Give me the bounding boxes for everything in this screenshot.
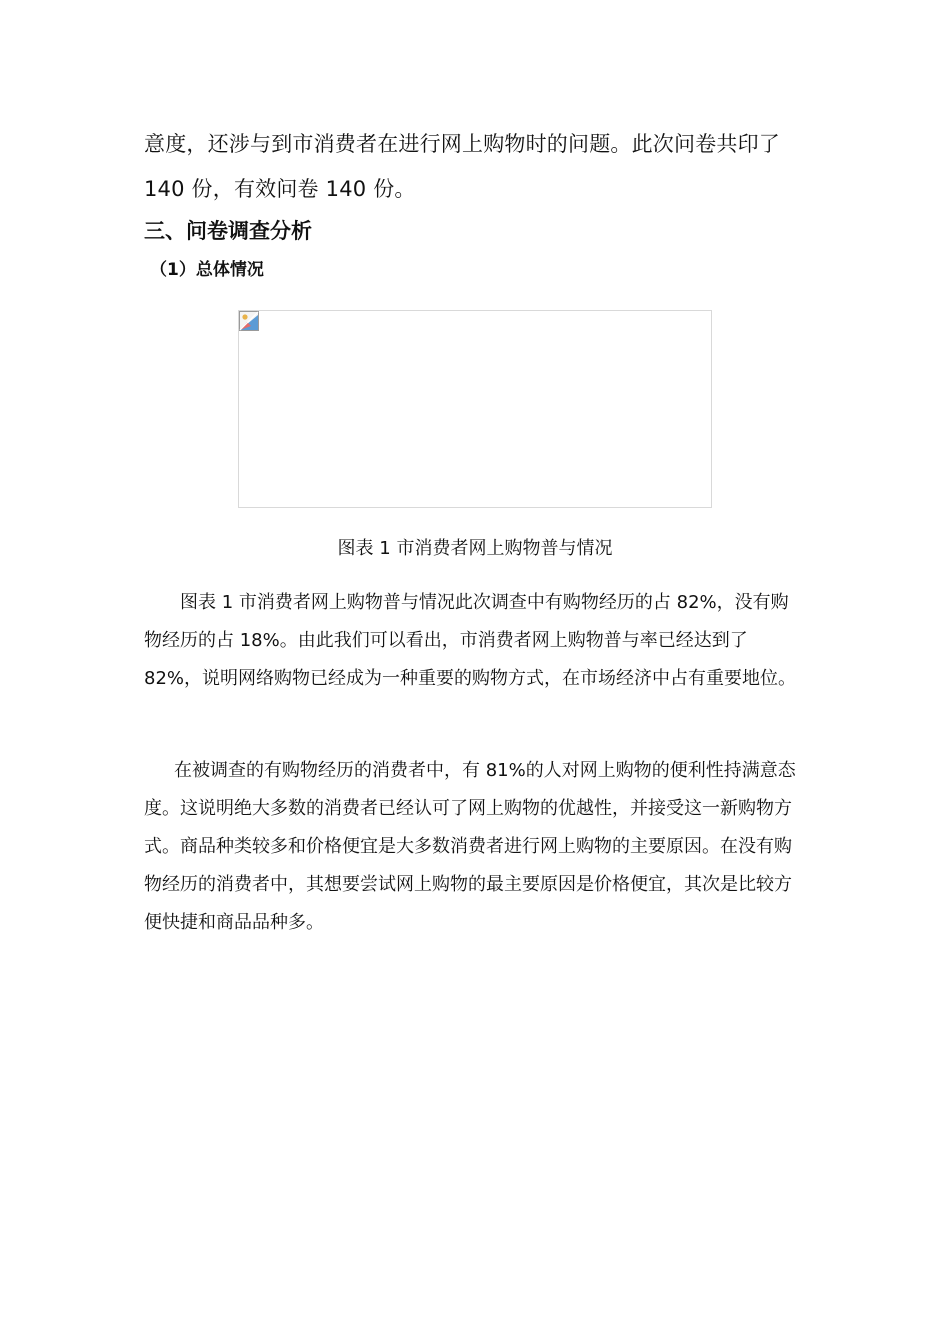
subsection-heading: （1）总体情况 <box>150 260 264 280</box>
figure-caption: 图表 1 市消费者网上购物普与情况 <box>337 538 613 559</box>
body-paragraph: 图表 1 市消费者网上购物普与情况此次调查中有购物经历的占 82%，没有购物经历的占 18%。由此我们可以看出，市消费者网上购物普与率已经达到了 82%，说明网络购物已经成为一种重要的购物方式，在市场经济中占有重要地位。 <box>144 592 797 689</box>
intro-paragraph: 意度，还涉与到市消费者在进行网上购物时的问题。此次问卷共印了 140 份，有效问卷 140 份。 <box>144 132 780 201</box>
figure-image-placeholder <box>238 310 712 508</box>
section-heading: 三、问卷调查分析 <box>144 219 312 243</box>
broken-image-icon <box>239 311 259 331</box>
body-paragraph: 在被调查的有购物经历的消费者中，有 81%的人对网上购物的便利性持满意态度。这说明绝大多数的消费者已经认可了网上购物的优越性，并接受这一新购物方式。商品种类较多和价格便宜是大多数消费者进行网上购物的主要原因。在没有购物经历的消费者中，其想要尝试网上购物的最主要原因是价格便宜，其次是比较方便快捷和商品品种多。 <box>144 760 796 933</box>
